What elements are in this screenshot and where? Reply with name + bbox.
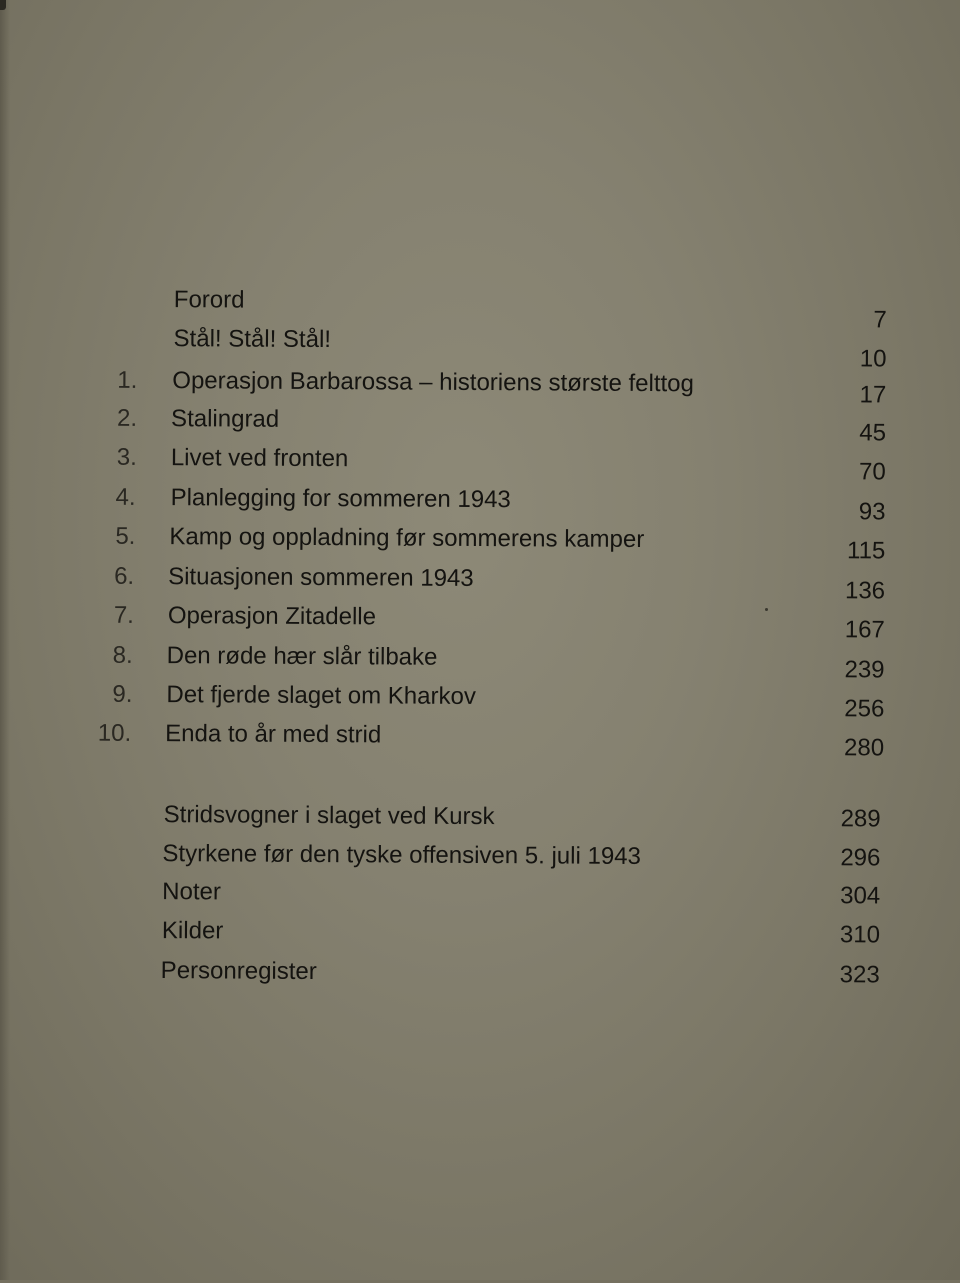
toc-chapter-2 [1,401,960,447]
toc-entry-styrkene [0,836,959,876]
toc-chapter-number: 1. [117,366,138,394]
toc-entry-page: 45 [859,419,887,447]
toc-chapter-number: 9. [112,680,133,708]
toc-chapter-number: 6. [114,562,135,590]
toc-entry-page: 136 [844,577,886,605]
toc-entry-title: Operasjon Zitadelle [167,602,377,631]
toc-chapter-8 [0,638,960,684]
toc-entry-page: 323 [839,961,880,989]
toc-chapter-number: 7. [113,601,134,629]
toc-entry-page: 115 [846,537,886,565]
toc-entry-title: Noter [162,878,221,906]
toc-entry-title: Stalingrad [171,405,280,433]
toc-chapter-4 [1,480,960,526]
toc-chapter-5 [0,519,960,565]
toc-entry-page: 93 [858,498,886,526]
toc-chapter-number: 8. [112,641,133,669]
toc-entry-page: 304 [840,882,881,910]
toc-entry-page: 289 [840,805,881,833]
toc-entry-title: Personregister [160,957,317,986]
toc-chapter-10 [0,716,959,762]
toc-chapter-1 [1,363,960,409]
toc-entry-stridsvogner [0,797,959,837]
toc-chapter-6 [0,559,960,605]
toc-chapter-number: 10. [97,719,132,747]
toc-entry-page: 17 [859,381,887,409]
toc-entry-title: Livet ved fronten [170,444,349,473]
toc-entry-title: Forord [173,286,245,314]
toc-entry-title: Det fjerde slaget om Kharkov [166,681,476,710]
toc-entry-page: 70 [859,458,886,486]
toc-entry-personregister [0,953,958,993]
toc-entry-stal [1,321,960,373]
toc-chapter-9 [0,677,960,723]
toc-chapter-3 [1,440,960,486]
toc-chapter-number: 2. [117,404,138,432]
toc-chapter-number: 4. [115,483,136,511]
toc-entry-kilder [0,913,958,953]
toc-entry-title: Kamp og oppladning før sommerens kamper [169,523,645,554]
toc-entry-title: Stål! Stål! Stål! [173,325,332,354]
toc-entry-page: 239 [844,656,885,684]
toc-entry-title: Planlegging for sommeren 1943 [170,484,511,514]
toc-entry-noter [0,874,958,914]
toc-entry-page: 280 [843,734,885,762]
toc-chapter-7 [0,598,960,644]
toc-entry-title: Den røde hær slår tilbake [166,642,438,671]
toc-chapter-number: 3. [116,443,137,471]
toc-entry-title: Kilder [161,917,224,945]
toc-entry-forord [2,282,960,334]
toc-entry-page: 167 [844,616,885,644]
toc-entry-page: 296 [840,844,881,872]
toc-entry-title: Styrkene før den tyske offensiven 5. juli 1943 [162,840,642,870]
toc-entry-title: Enda to år med strid [165,720,382,749]
toc-chapter-number: 5. [115,522,136,550]
toc-entry-title: Operasjon Barbarossa – historiens største felttog [172,367,694,398]
toc-entry-page: 7 [873,306,887,334]
toc-entry-page: 310 [839,921,881,949]
toc-entry-page: 256 [844,695,885,723]
toc-entry-title: Stridsvogner i slaget ved Kursk [163,801,495,831]
toc-entry-title: Situasjonen sommeren 1943 [168,563,474,592]
toc-entry-page: 10 [859,345,887,373]
